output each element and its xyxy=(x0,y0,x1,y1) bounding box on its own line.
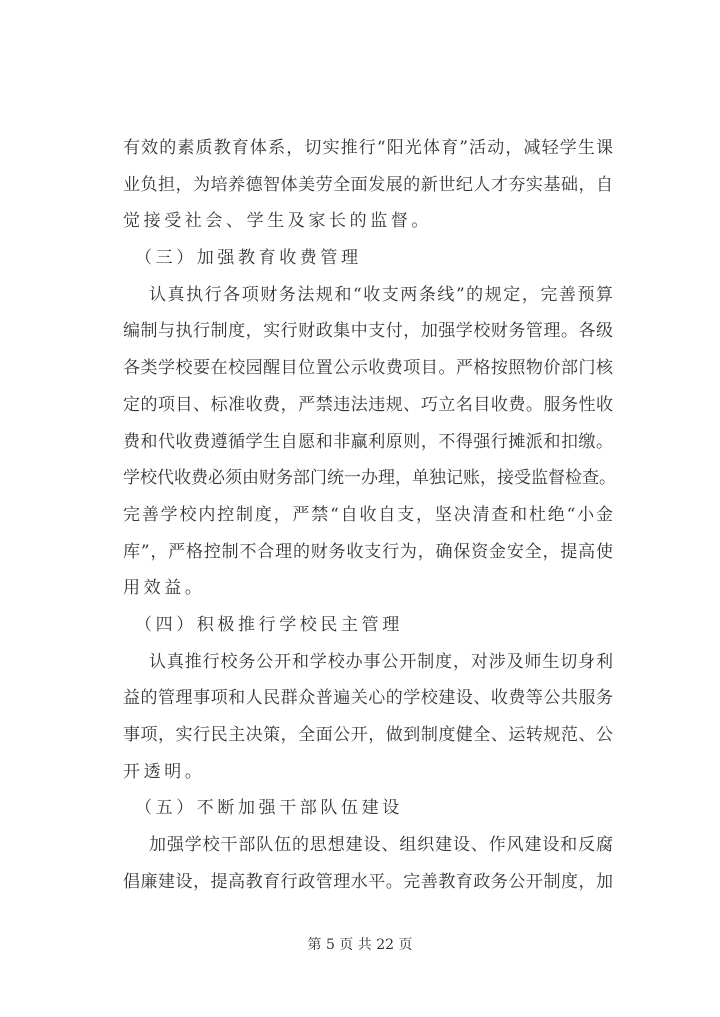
text-line: 加强学校干部队伍的思想建设、组织建设、作风建设和反腐 xyxy=(149,835,613,856)
text-line: 费和代收费遵循学生自愿和非赢利原则，不得强行摊派和扣缴。 xyxy=(123,431,613,452)
text-line: 认真推行校务公开和学校办事公开制度，对涉及师生切身利 xyxy=(149,651,613,672)
text-line: 倡廉建设，提高教育行政管理水平。完善教育政务公开制度，加 xyxy=(123,871,613,892)
text-line: 定的项目、标准收费，严禁违法违规、巧立名目收费。服务性收 xyxy=(123,394,613,415)
section-heading: （四）积极推行学校民主管理 xyxy=(135,614,403,635)
text-line: 觉接受社会、学生及家长的监督。 xyxy=(123,211,432,232)
text-line: 业负担，为培养德智体美劳全面发展的新世纪人才夯实基础，自 xyxy=(123,174,613,195)
section-heading: （三）加强教育收费管理 xyxy=(135,248,362,269)
section-heading: （五）不断加强干部队伍建设 xyxy=(135,798,403,819)
text-line: 库”，严格控制不合理的财务收支行为，确保资金安全，提高使 xyxy=(123,541,613,562)
body-text xyxy=(123,130,616,900)
page-footer: 第 5 页 共 22 页 xyxy=(307,937,413,953)
text-line: 编制与执行制度，实行财政集中支付，加强学校财务管理。各级 xyxy=(123,321,613,342)
text-line: 学校代收费必须由财务部门统一办理，单独记账，接受监督检查。 xyxy=(123,468,616,489)
text-line: 用效益。 xyxy=(123,578,206,599)
text-line: 益的管理事项和人民群众普遍关心的学校建设、收费等公共服务 xyxy=(123,688,613,709)
text-line: 事项，实行民主决策，全面公开，做到制度健全、运转规范、公 xyxy=(123,725,613,745)
text-line: 认真执行各项财务法规和“收支两条线”的规定，完善预算 xyxy=(149,284,613,305)
text-line: 各类学校要在校园醒目位置公示收费项目。严格按照物价部门核 xyxy=(123,358,613,379)
text-line: 开透明。 xyxy=(123,761,206,782)
text-line: 完善学校内控制度，严禁“自收自支，坚决清查和杜绝“小金 xyxy=(123,504,613,525)
text-line: 有效的素质教育体系，切实推行“阳光体育”活动，减轻学生课 xyxy=(123,138,613,158)
